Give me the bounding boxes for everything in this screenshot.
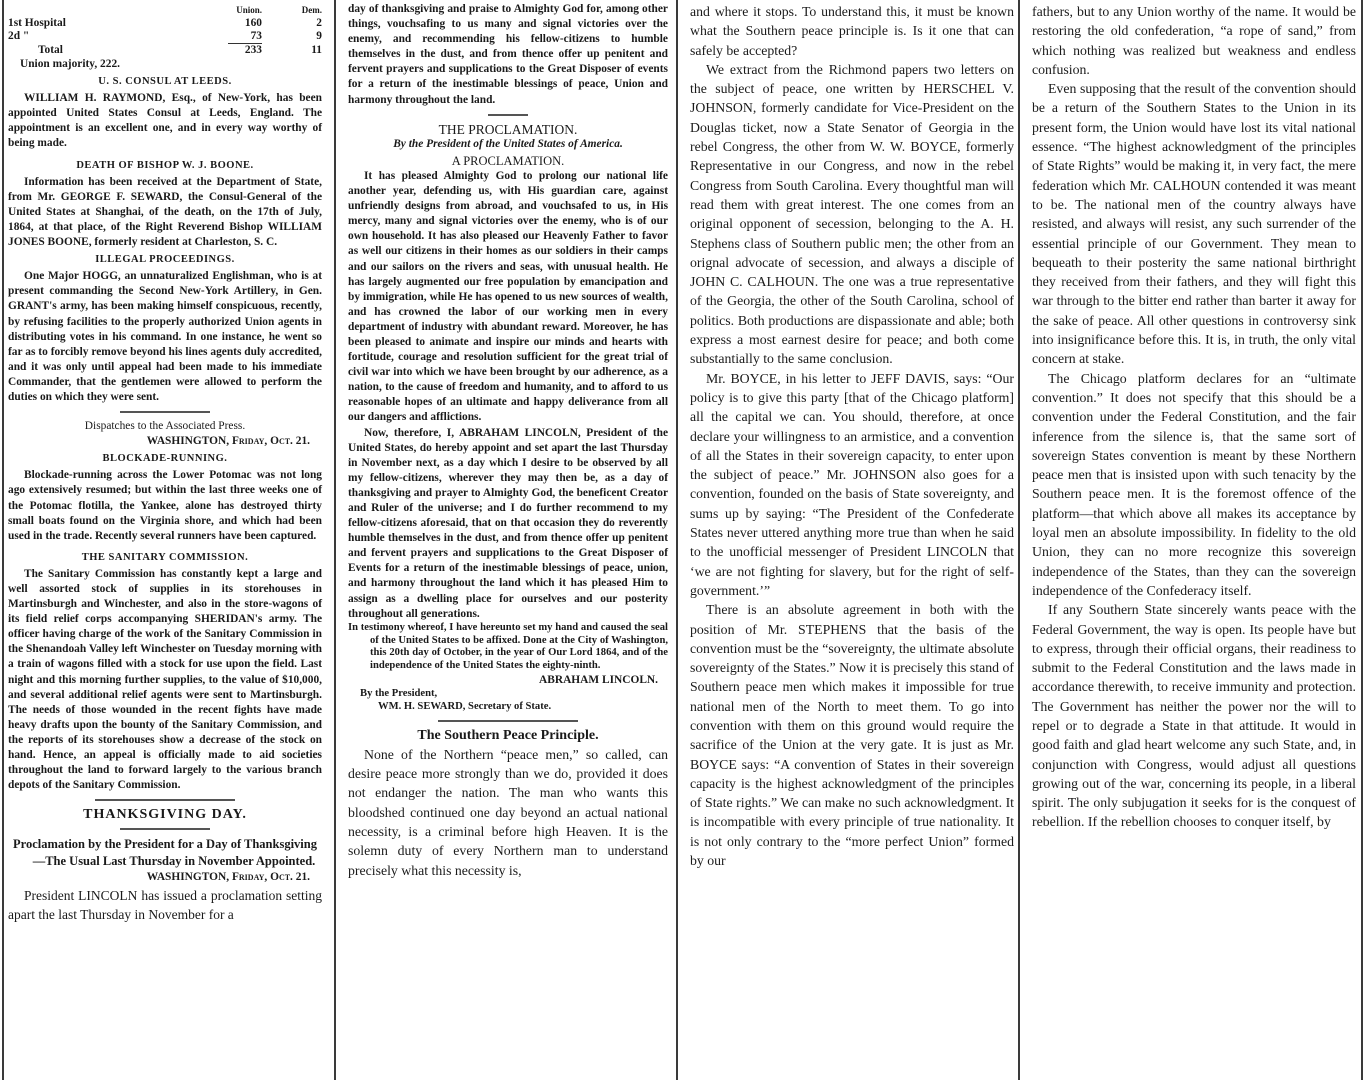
dispatches-heading: Dispatches to the Associated Press. bbox=[84, 420, 246, 433]
article-paragraph: Blockade-running across the Lower Potomac was not long ago extensively resumed; but within the last three weeks one of the Potomac flotilla, the Yankee, alone has destroyed thirty small boats found on the Virginia shore, and which had been used in the trade. Recently several runners have been captured. bbox=[8, 469, 322, 542]
editorial-paragraph: fathers, but to any Union worthy of the name. It would be restoring the old confederation, “a rope of sand,” from which nothing was realized but weakness and endless confusion. bbox=[1032, 4, 1356, 77]
proclamation-heading: THE PROCLAMATION. bbox=[438, 121, 578, 137]
section-divider bbox=[120, 411, 210, 413]
tally-row bbox=[8, 17, 322, 30]
section-heading: BLOCKADE-RUNNING. bbox=[102, 453, 228, 465]
tally-row bbox=[8, 30, 322, 44]
editorial-paragraph: The Chicago platform declares for an “ultimate convention.” It does not specify that this should be a convention under the Federal Constitution, and the fair inference from the silence is, that the same sort of sovereign States convention is meant by these Northern peace men that is insisted upon with such tenacity by the Southern peace men. It is the foremost offence of the platform—that which above all makes its acceptance by loyal men an absolute impossibility. In fidelity to the old Union, they can no more recognize this sovereign independence of the States, than they can the sovereign independence of the Confederacy itself. bbox=[1032, 370, 1356, 598]
tally-label: 1st Hospital bbox=[8, 17, 66, 29]
editorial-paragraph: None of the Northern “peace men,” so called, can desire peace more strongly than we do, provided it does not endanger the nation. The man who wants this bloodshed continued one day beyond an actual national necessity, is a criminal before high Heaven. It is the solemn duty of every Northern man to understand precisely what this necessity is, bbox=[348, 746, 668, 878]
section-heading: DEATH OF BISHOP W. J. BOONE. bbox=[76, 159, 254, 171]
tally-label: 2d " bbox=[8, 30, 30, 43]
section-divider bbox=[120, 828, 210, 830]
column-4 bbox=[1024, 0, 1362, 1080]
section-divider bbox=[488, 114, 528, 116]
vote-tally-table bbox=[8, 4, 322, 57]
article-paragraph: President LINCOLN has issued a proclamation setting apart the last Thursday in November for a bbox=[8, 887, 322, 922]
tally-total-row bbox=[8, 44, 322, 58]
thanksgiving-subheading: Proclamation by the President for a Day of Thanksgiving—The Usual Last Thursday in November Appointed. bbox=[13, 837, 317, 869]
article-paragraph: The Sanitary Commission has constantly kept a large and well assorted stock of supplies in its storehouses in Martinsburgh and Winchester, and also in the store-wagons of its field relief corps accompanying SHERIDAN's army. The officer having charge of the work of the Sanitary Commission in the Shenandoah Valley left Winchester on Tuesday morning with a train of wagons filled with a stock for use upon the field. Last night and this morning further supplies, to the value of $10,000, and several additional relief agents were sent to Martinsburgh. The needs of those wounded in the recent fights have made heavy drafts upon the bounty of the Sanitary Commission, and the reports of its storehouses show a decrease of the stock on hand. Hence, an appeal is officially made to aid societies throughout the land to forward largely to the various branch depots of the Sanitary Commission. bbox=[8, 567, 322, 792]
section-heading: U. S. CONSUL AT LEEDS. bbox=[98, 76, 232, 88]
tally-header-dem: Dem. bbox=[301, 5, 322, 15]
tally-dem-total: 11 bbox=[311, 43, 322, 56]
proclamation-paragraph: It has pleased Almighty God to prolong our national life another year, defending us, with His guardian care, against unfriendly designs from abroad, and vouchsafed to us, in His mercy, many and signal victories over the enemy, who is of our own household. It has also pleased our Heavenly Father to favor as well our citizens in their homes as our soldiers in their camps and our sailors on the rivers and seas, with unusual health. He has largely augmented our free population by emancipation and by immigration, while He has opened to us new sources of wealth, and has crowned the labor of our working men in every department of industry with abundant reward. Moreover, he has been pleased to animate and inspire our minds and hearts with fortitude, courage and resolution sufficient for the great trial of civil war into which we have been brought by our adherence, as a nation, to the cause of freedom and humanity, and to afford to us reasonable hopes of an ultimate and happy deliverance from all our dangers and afflictions. bbox=[348, 169, 668, 424]
article-paragraph: day of thanksgiving and praise to Almighty God for, among other things, vouchsafing to us many and signal victories over the enemy, and recommending his fellow-citizens to humble themselves in the dust, and from thence offer up penitent and fervent prayers and supplications to the Great Disposer of events for a return of the inestimable blessings of peace, Union and harmony throughout the land. bbox=[348, 3, 668, 106]
editorial-paragraph: Mr. BOYCE, in his letter to JEFF DAVIS, says: “Our policy is to give this party [that of the Chicago platform] all the capital we can. You should, therefore, at once declare your willingness to an armistice, and a convention of all the States in their sovereign capacity, to enter upon the subject of peace.” Mr. JOHNSON also goes for a convention, founded on the basis of State sovereignty, and sums up by saying: “The President of the Confederate States never uttered anything more true than when he said to the unofficial messenger of President LINCOLN that ‘we are not fighting for slavery, but for the right of self-government.’” bbox=[690, 370, 1014, 598]
proclamation-byline: By the President of the United States of America. bbox=[393, 137, 623, 150]
tally-dem: 2 bbox=[316, 17, 322, 29]
article-paragraph: One Major HOGG, an unnaturalized Englishman, who is at present commanding the Second New-York Artillery, in Gen. GRANT's army, has been making himself conspicuous, recently, by refusing facilities to the properly authorized Union agents in distributing votes in his command. In one instance, he went so far as to forcibly remove beyond his lines agents duly accredited, and it was only until appeal had been made to his immediate Commander, that the gentlemen were allowed to perform the duties on which they were sent. bbox=[8, 270, 322, 403]
section-divider bbox=[438, 720, 578, 722]
dateline: WASHINGTON, Friday, Oct. 21. bbox=[146, 871, 310, 884]
column-3 bbox=[682, 0, 1018, 1080]
dateline: WASHINGTON, Friday, Oct. 21. bbox=[146, 435, 310, 448]
editorial-paragraph: Even supposing that the result of the convention should be a return of the Southern States to the Union in its present form, the Union would have lost its vital national essence. “The highest acknowledgment of the principles of State Rights” would be making it, in very fact, the mere federation which Mr. CALHOUN contended it was meant to be. The national men of the country always have resisted, and always will resist, any such surrender of the essential principle of our Government. They mean to bequeath to their posterity the same national birthright they received from their fathers, and they will fight this war through to the bitter end rather than barter it away for the sake of peace. All other questions in controversy sink into insignificance before this. It is, in truth, the only vital concern at stake. bbox=[1032, 81, 1356, 367]
editorial-paragraph: If any Southern State sincerely wants peace with the Federal Government, the way is open. Its people have but to express, through their official organs, their readiness to submit to the Federal Constitution and the laws made in accordance therewith, to receive immunity and protection. The Government has neither the power nor the will to repel or to degrade a State in that attitude. It would in good faith and glad heart welcome any such State, and, in conjunction with Congress, would adjust all questions growing out of the war, concerning its people, in a liberal spirit. The only subjugation it seeks for is the conquest of rebellion. If the rebellion chooses to conquer itself, by bbox=[1032, 602, 1356, 830]
proclamation-signature: ABRAHAM LINCOLN. bbox=[539, 673, 658, 686]
proclamation-paragraph: Now, therefore, I, ABRAHAM LINCOLN, President of the United States, do hereby appoint and set apart the last Thursday in November next, as a day which I desire to be observed by all my fellow-citizens, wherever they may then be, as a day of thanksgiving and prayer to Almighty God, the beneficent Creator and Ruler of the universe; and I do further recommend to my fellow-citizens aforesaid, that on that occasion they do reverently humble themselves in the dust, and from thence offer up penitent and fervent prayers and supplications to the Great Disposer of Events for a return of the inestimable blessings of peace, union, and harmony throughout the land which it has pleased Him to assign as a dwelling place for ourselves and our posterity throughout all generations. bbox=[348, 426, 668, 620]
tally-union: 73 bbox=[250, 30, 262, 42]
editorial-paragraph: There is an absolute agreement in both with the position of Mr. STEPHENS that the basis of the convention must be the “sovereignty, the ultimate absolute sovereignty of the States.” Now it is precisely this stand of Southern peace men which makes it impossible for true national men of the North to meet them. To go into convention with them on this ground would require the sacrifice of the Union at the very gate. It is just as Mr. BOYCE says: “A convention of States in their sovereign capacity is the highest acknowledgment of the principles of State rights.” We can make no such acknowledgment. It is incompatible with every principle of true nationality. It is not only contrary to the “more perfect Union” formed by our bbox=[690, 602, 1014, 869]
article-paragraph: Information has been received at the Department of State, from Mr. GEORGE F. SEWARD, the Consul-General of the United States at Shanghai, of the death, on the 17th of July, 1864, at that place, of the Right Reverend Bishop WILLIAM JONES BOONE, formerly resident at Charleston, S. C. bbox=[8, 175, 322, 249]
by-president: By the President, bbox=[360, 688, 438, 700]
countersignature: WM. H. SEWARD, Secretary of State. bbox=[378, 700, 552, 712]
editorial-paragraph: We extract from the Richmond papers two letters on the subject of peace, one written by HERSCHEL V. JOHNSON, formerly candidate for Vice-President on the Douglas ticket, now a State Senator of Georgia in the rebel Congress, the other from W. W. BOYCE, formerly Representative in our Congress, and now in the rebel Congress from South Carolina. Every thoughtful man will read them with great interest. The one comes from an original opponent of secession, belonging to the A. H. Stephens class of Southern public men; the other from an orignal advocate of secession, and always a disciple of JOHN C. CALHOUN. The one was a true representative of the Georgia, the other of the South Carolina, school of politics. Both productions are dispassionate and able; both express a most earnest desire for peace; and both come substantially to the same conclusion. bbox=[690, 61, 1014, 367]
tally-header-union: Union. bbox=[236, 5, 262, 15]
column-rule-1-2 bbox=[334, 0, 336, 1080]
column-rule-2-3 bbox=[676, 0, 678, 1080]
section-heading: ILLEGAL PROCEEDINGS. bbox=[95, 254, 235, 266]
article-paragraph: WILLIAM H. RAYMOND, Esq., of New-York, has been appointed United States Consul at Leeds, England. The appointment is an excellent one, and in every way worthy of being made. bbox=[8, 92, 322, 150]
column-2 bbox=[342, 0, 672, 1080]
column-rule-3-4 bbox=[1018, 0, 1020, 1080]
union-majority: Union majority, 222. bbox=[20, 58, 120, 70]
tally-dem: 9 bbox=[316, 30, 322, 43]
editorial-title: The Southern Peace Principle. bbox=[417, 727, 599, 743]
proclamation-subheading: A PROCLAMATION. bbox=[451, 153, 565, 168]
tally-label: Total bbox=[38, 43, 63, 56]
column-1 bbox=[4, 0, 326, 1080]
tally-header-row bbox=[8, 4, 322, 17]
section-divider bbox=[95, 799, 235, 801]
section-heading: THE SANITARY COMMISSION. bbox=[81, 551, 249, 563]
editorial-paragraph: and where it stops. To understand this, it must be known what the Southern peace principle is. Is it one that can safely be accepted? bbox=[690, 4, 1014, 58]
proclamation-testimony: In testimony whereof, I have hereunto set my hand and caused the seal of the United States to be affixed. Done at the City of Washington, this 20th day of October, in the year of Our Lord 1864, and of the independence of the United States the eighty-ninth. bbox=[348, 621, 668, 672]
tally-union: 160 bbox=[244, 17, 262, 29]
thanksgiving-heading: THANKSGIVING DAY. bbox=[83, 807, 247, 823]
tally-union-total: 233 bbox=[228, 44, 262, 58]
